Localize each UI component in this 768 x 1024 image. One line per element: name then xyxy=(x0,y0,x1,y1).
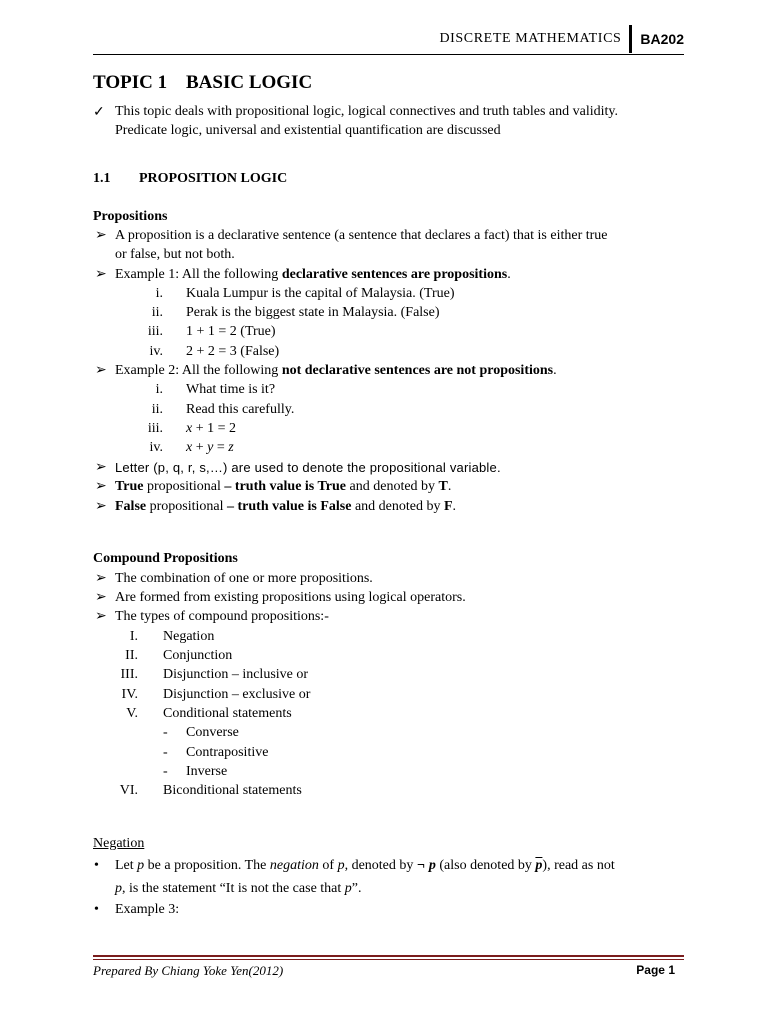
example-2-period: . xyxy=(553,363,557,378)
footer-rule xyxy=(93,955,684,957)
text: propositional xyxy=(143,479,225,494)
equation-rest: + 1 = 2 xyxy=(192,421,237,436)
footer-author: Prepared By Chiang Yoke Yen(2012) xyxy=(93,963,284,978)
list-item: Read this carefully. xyxy=(186,402,295,417)
arrow-bullet-icon: ➢ xyxy=(95,571,107,586)
proposition-definition-line-2: or false, but not both. xyxy=(115,247,235,262)
list-item: 2 + 2 = 3 (False) xyxy=(186,344,280,359)
list-item-equation xyxy=(186,419,768,438)
variable: z xyxy=(228,440,234,455)
example-1-intro xyxy=(115,265,768,284)
header-rule xyxy=(93,54,684,55)
list-number: iii. xyxy=(147,421,163,436)
sub-list-item: Inverse xyxy=(186,764,228,779)
example-1-bold: declarative sentences are propositions xyxy=(281,267,508,282)
dash-bullet: - xyxy=(163,745,168,760)
text: ), read as not xyxy=(542,858,615,873)
text: be a proposition. The xyxy=(144,858,270,873)
variable: x xyxy=(186,440,193,455)
list-item: Conditional statements xyxy=(163,706,292,721)
example-1-text: Example 1: All the following xyxy=(115,267,282,282)
list-number: iii. xyxy=(147,324,163,339)
negation-definition-line-2 xyxy=(115,879,768,898)
compound-heading: Compound Propositions xyxy=(93,551,238,566)
example-2-intro xyxy=(115,361,768,380)
text: . xyxy=(447,479,452,494)
bold-text: – truth value is False xyxy=(227,499,352,514)
list-number: IV. xyxy=(121,687,138,702)
variable: p xyxy=(115,881,122,896)
intro-line-2: Predicate logic, universal and existential quantification are discussed xyxy=(115,123,501,138)
text: and denoted by xyxy=(346,479,439,494)
text: and denoted by xyxy=(351,499,444,514)
arrow-bullet-icon: ➢ xyxy=(95,609,107,624)
arrow-bullet-icon: ➢ xyxy=(95,228,107,243)
text: . xyxy=(452,499,457,514)
variable: y xyxy=(207,440,214,455)
topic-name: BASIC LOGIC xyxy=(186,72,313,93)
compound-bullet: Are formed from existing propositions using logical operators. xyxy=(115,590,466,605)
list-item: Negation xyxy=(163,629,215,644)
header-course-title: DISCRETE MATHEMATICS xyxy=(439,31,622,46)
italic-term: negation xyxy=(269,858,319,873)
negation-definition-line-1 xyxy=(115,856,768,875)
text: propositional xyxy=(146,499,227,514)
list-item: 1 + 1 = 2 (True) xyxy=(186,324,276,339)
list-item: Kuala Lumpur is the capital of Malaysia. (True) xyxy=(186,286,455,301)
list-number: III. xyxy=(120,667,138,682)
sub-list-item: Contrapositive xyxy=(186,745,269,760)
negation-symbol: ¬ p xyxy=(416,858,436,873)
checkmark-icon: ✓ xyxy=(93,105,105,120)
example-2-text: Example 2: All the following xyxy=(115,363,282,378)
list-number: i. xyxy=(155,286,163,301)
arrow-bullet-icon: ➢ xyxy=(95,479,107,494)
list-number: iv. xyxy=(149,440,163,455)
dash-bullet: - xyxy=(163,764,168,779)
list-number: V. xyxy=(126,706,138,721)
list-number: ii. xyxy=(151,402,163,417)
propositions-heading: Propositions xyxy=(93,209,168,224)
text: , denoted by xyxy=(344,858,417,873)
arrow-bullet-icon: ➢ xyxy=(95,363,107,378)
true-propositional-line xyxy=(115,477,768,496)
bold-text: – truth value is True xyxy=(224,479,347,494)
list-number: iv. xyxy=(149,344,163,359)
text: ”. xyxy=(351,881,362,896)
topic-number: TOPIC 1 xyxy=(93,72,168,93)
text: Let xyxy=(115,858,138,873)
text: of xyxy=(318,858,338,873)
sub-list-item: Converse xyxy=(186,725,239,740)
variable: p xyxy=(344,881,352,896)
example-1-period: . xyxy=(507,267,511,282)
round-bullet-icon: • xyxy=(94,858,99,873)
bold-text: T xyxy=(438,479,448,494)
compound-bullet: The combination of one or more propositions. xyxy=(115,571,373,586)
header-course-code: BA202 xyxy=(640,31,684,47)
list-number: I. xyxy=(129,629,138,644)
arrow-bullet-icon: ➢ xyxy=(95,499,107,514)
operator: + xyxy=(192,440,208,455)
text: (also denoted by xyxy=(435,858,536,873)
list-number: i. xyxy=(155,382,163,397)
propositional-variable-note: Letter (p, q, r, s,…) are used to denote the propositional variable. xyxy=(115,460,501,475)
variable: x xyxy=(186,421,193,436)
text: , is the statement “It is not the case that xyxy=(122,881,345,896)
proposition-definition-line-1: A proposition is a declarative sentence (a sentence that declares a fact) that is either true xyxy=(115,228,608,243)
list-item-equation xyxy=(186,438,768,457)
arrow-bullet-icon: ➢ xyxy=(95,460,107,475)
list-item: Biconditional statements xyxy=(163,783,302,798)
intro-line-1: This topic deals with propositional logic, logical connectives and truth tables and validity. xyxy=(115,104,618,119)
topic-title xyxy=(93,72,768,94)
footer-page-number: Page 1 xyxy=(636,963,675,977)
false-propositional-line xyxy=(115,497,768,516)
section-heading xyxy=(93,169,768,188)
p-bar-symbol: $\overline{p}$ xyxy=(535,858,543,873)
list-number: II. xyxy=(125,648,138,663)
arrow-bullet-icon: ➢ xyxy=(95,590,107,605)
variable: p xyxy=(337,858,345,873)
list-item: Conjunction xyxy=(163,648,233,663)
variable: p xyxy=(137,858,145,873)
list-number: VI. xyxy=(119,783,138,798)
compound-bullet: The types of compound propositions:- xyxy=(115,609,329,624)
list-number: ii. xyxy=(151,305,163,320)
list-item: Perak is the biggest state in Malaysia. (False) xyxy=(186,305,440,320)
list-item: Disjunction – inclusive or xyxy=(163,667,309,682)
negation-heading: Negation xyxy=(93,836,145,851)
example-2-bold: not declarative sentences are not propositions xyxy=(281,363,554,378)
round-bullet-icon: • xyxy=(94,902,99,917)
page-header xyxy=(439,24,684,54)
list-item: What time is it? xyxy=(186,382,276,397)
list-item: Disjunction – exclusive or xyxy=(163,687,311,702)
bold-text: F xyxy=(443,499,453,514)
operator: = xyxy=(213,440,229,455)
bold-text: False xyxy=(115,499,147,514)
dash-bullet: - xyxy=(163,725,168,740)
bold-text: True xyxy=(115,479,144,494)
footer-rule-thin xyxy=(93,959,684,960)
example-3-label: Example 3: xyxy=(115,902,180,917)
arrow-bullet-icon: ➢ xyxy=(95,267,107,282)
section-title: PROPOSITION LOGIC xyxy=(139,171,288,186)
section-number: 1.1 xyxy=(93,171,111,186)
